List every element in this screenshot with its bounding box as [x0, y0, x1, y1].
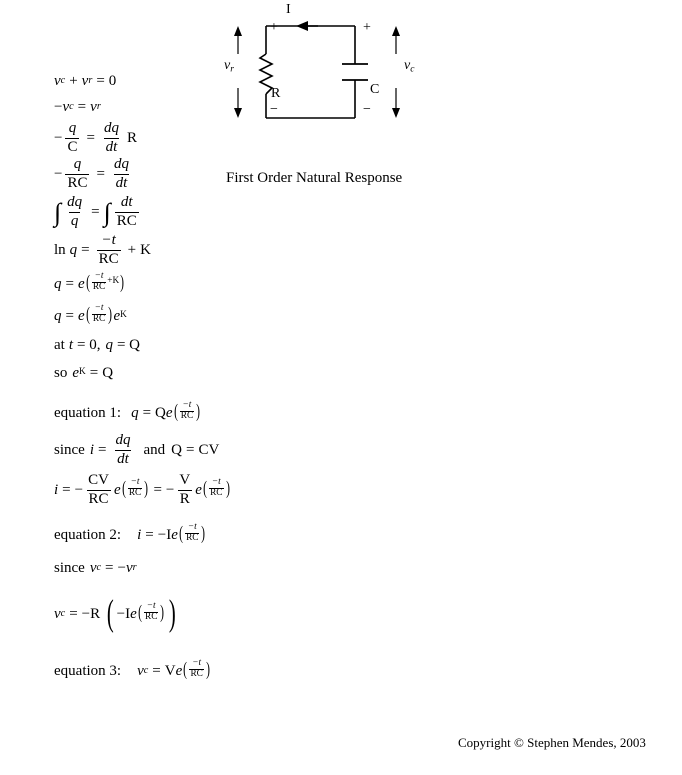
equation-line-5 — [54, 192, 384, 232]
eq7-exponent — [85, 272, 126, 292]
eq11-Q: Q — [155, 404, 166, 421]
eq6-frac — [97, 233, 121, 268]
eq13-equals2: = — [153, 481, 162, 498]
eq13-exponent2 — [202, 478, 231, 498]
eq3-num-right: dq — [103, 119, 119, 136]
eq13-minifrac2 — [209, 478, 223, 498]
eq7-exp-K: K — [112, 276, 120, 287]
eq14-exp-num: −t — [187, 522, 197, 533]
eq2-v2: v — [90, 98, 97, 115]
eq16-minus2: − — [116, 605, 126, 622]
eq14-equals: = — [145, 526, 154, 543]
eq12-equals: = — [98, 441, 107, 458]
equation-line-6 — [54, 232, 384, 268]
eq17-label: equation 3: — [54, 662, 122, 679]
eq10-equals: = — [89, 364, 99, 381]
equation-line-1 — [54, 68, 384, 94]
eq4-den-left: RC — [67, 174, 88, 191]
eq16-sub: c — [60, 607, 66, 619]
eq1-equals: = — [96, 72, 105, 89]
v-c-symbol: v — [404, 58, 411, 73]
equation-line-9 — [54, 332, 384, 358]
eq11-paren-open: ( — [173, 400, 178, 422]
eq14-minus: − — [157, 526, 167, 543]
equation-line-8 — [54, 300, 384, 332]
eq17-v: v — [137, 662, 144, 679]
plus-right-label: + — [363, 20, 371, 35]
equation-line-17 — [54, 652, 384, 690]
eq13-num2: V — [179, 471, 191, 488]
eq1-zero: 0 — [108, 72, 117, 89]
eq11-paren-close: ) — [196, 400, 201, 422]
eq12-Q: Q — [171, 441, 182, 458]
eq13-minus2: − — [165, 481, 175, 498]
eq7-minifrac — [92, 272, 106, 292]
eq16-inner-paren-open: ( — [137, 601, 142, 623]
equation-line-2 — [54, 94, 384, 120]
eq17-paren-close: ) — [206, 658, 210, 680]
eq5-frac-right — [115, 195, 139, 230]
capacitor-label: C — [370, 82, 380, 97]
eq6-equals: = — [81, 241, 90, 258]
eq16-R: R — [90, 605, 101, 622]
eq13-paren-open1: ( — [121, 477, 126, 499]
eq16-exponent — [137, 602, 166, 622]
eq6-K: K — [140, 241, 151, 258]
eq8-e1: e — [77, 307, 85, 324]
eq16-paren-close: ) — [168, 593, 176, 635]
eq7-e: e — [77, 275, 85, 292]
eq11-exp-den: RC — [180, 410, 194, 421]
eq12-frac — [113, 433, 132, 468]
eq12-i: i — [89, 441, 94, 458]
v-r-subscript: r — [230, 64, 234, 75]
eq9-q: q — [105, 336, 113, 353]
eq16-minifrac — [144, 602, 158, 622]
eq3-den-right: dt — [105, 138, 118, 155]
eq13-paren-open2: ( — [203, 477, 207, 499]
eq4-equals: = — [96, 165, 105, 182]
eq16-minus: − — [81, 605, 91, 622]
eq13-den1: RC — [88, 490, 109, 507]
eq11-exp-num: −t — [182, 400, 192, 411]
eq11-exponent — [173, 401, 202, 421]
eq6-plus: + — [127, 241, 137, 258]
eq10-so: so — [54, 364, 68, 381]
eq17-V: V — [164, 662, 176, 679]
eq3-R: R — [126, 129, 137, 146]
equation-line-7 — [54, 268, 384, 300]
eq4-frac-right — [112, 157, 131, 192]
eq17-equals: = — [152, 662, 161, 679]
eq15-equals: = — [105, 559, 114, 576]
eq7-exp-den: RC — [92, 281, 106, 292]
eq13-exp-num1: −t — [130, 477, 140, 488]
eq13-e2: e — [195, 481, 202, 498]
eq1-v2: v — [81, 72, 89, 89]
eq13-paren-close2: ) — [225, 477, 230, 499]
eq13-den2: R — [179, 490, 190, 507]
eq14-paren-close: ) — [201, 522, 206, 544]
eq15-sub2: r — [132, 561, 137, 573]
eq16-e: e — [130, 605, 137, 622]
eq17-exp-den: RC — [190, 668, 203, 679]
eq13-equals: = — [62, 481, 71, 498]
eq11-q: q — [131, 404, 139, 421]
eq13-frac1 — [86, 473, 111, 508]
eq7-q: q — [54, 275, 62, 292]
eq6-q: q — [69, 241, 78, 258]
eq9-at: at — [54, 336, 65, 353]
eq17-e: e — [175, 662, 183, 679]
eq12-since: since — [54, 441, 85, 458]
eq10-K: K — [79, 367, 86, 378]
eq1-sub2: r — [88, 74, 93, 86]
eq7-exp-num: −t — [94, 271, 104, 282]
eq17-paren-open: ( — [183, 658, 188, 680]
eq5-integral-right: ∫ — [103, 197, 111, 227]
eq11-e: e — [165, 404, 173, 421]
eq8-K: K — [120, 310, 127, 321]
eq13-paren-close1: ) — [144, 477, 149, 499]
eq12-den: dt — [117, 450, 129, 467]
eq1-sub1: c — [60, 74, 66, 86]
eq7-equals: = — [65, 275, 74, 292]
eq3-frac-right — [102, 121, 121, 156]
v-c-subscript: c — [410, 64, 415, 75]
eq11-minifrac — [180, 401, 194, 421]
eq5-equals: = — [91, 203, 100, 220]
eq4-den-right: dt — [115, 174, 128, 191]
derivation-block — [54, 68, 384, 690]
eq6-den: RC — [98, 250, 119, 267]
eq8-minifrac — [92, 304, 106, 324]
eq16-paren-open: ( — [106, 593, 114, 635]
eq6-ln: ln — [54, 241, 66, 258]
eq4-frac-left — [65, 157, 89, 192]
eq13-num1: CV — [88, 471, 109, 488]
eq14-paren-open: ( — [179, 522, 183, 544]
eq3-num-left: q — [68, 119, 77, 136]
eq12-CV: CV — [198, 441, 220, 458]
eq5-num-right: dt — [120, 193, 133, 210]
eq16-I: I — [125, 605, 131, 622]
eq13-e1: e — [113, 481, 121, 498]
eq10-Q: Q — [102, 364, 114, 381]
eq13-exp-num2: −t — [211, 477, 221, 488]
eq14-minifrac — [185, 523, 199, 543]
eq14-exponent — [178, 523, 207, 543]
equation-line-15 — [54, 554, 384, 582]
equation-line-4 — [54, 156, 384, 192]
eq5-den-right: RC — [116, 212, 137, 229]
eq15-sub1: c — [96, 561, 102, 573]
eq5-den-left: q — [70, 212, 79, 229]
eq17-exponent — [182, 659, 211, 679]
eq11-equals: = — [142, 404, 152, 421]
current-label: I — [286, 2, 291, 17]
eq2-sub2: r — [96, 100, 101, 112]
v-r-symbol: v — [224, 58, 231, 73]
eq13-i: i — [54, 481, 59, 498]
equation-line-16 — [54, 590, 384, 638]
eq4-num-right: dq — [113, 155, 129, 172]
eq1-v1: v — [54, 72, 61, 89]
eq16-inner-paren-close: ) — [160, 601, 165, 623]
eq12-and: and — [143, 441, 166, 458]
eq17-exp-num: −t — [192, 658, 202, 669]
eq13-frac2 — [177, 473, 192, 508]
eq9-t: t — [68, 336, 73, 353]
eq16-equals: = — [69, 605, 78, 622]
eq4-num-left: q — [73, 155, 82, 172]
eq2-equals: = — [77, 98, 87, 115]
eq12-equals2: = — [185, 441, 195, 458]
eq5-frac-left — [65, 195, 84, 230]
eq6-num: −t — [101, 231, 116, 248]
eq15-v2: v — [125, 559, 133, 576]
eq8-e2: e — [113, 307, 121, 324]
eq1-plus: + — [69, 72, 78, 89]
eq9-eq-Q: = Q — [116, 336, 141, 353]
eq8-exp-den: RC — [92, 313, 106, 324]
equation-line-10 — [54, 358, 384, 388]
eq3-equals: = — [86, 129, 95, 146]
eq17-minifrac — [189, 659, 203, 679]
eq8-paren-close: ) — [108, 303, 113, 325]
eq8-q: q — [54, 307, 62, 324]
eq8-exp-num: −t — [94, 303, 104, 314]
eq13-exp-den1: RC — [128, 487, 142, 498]
eq5-integral-left: ∫ — [54, 197, 62, 227]
resistor-label: R — [271, 86, 281, 101]
eq3-frac-left — [65, 121, 79, 156]
eq12-num: dq — [115, 431, 131, 448]
eq13-minifrac1 — [128, 478, 142, 498]
eq2-minus: − — [54, 98, 63, 115]
copyright-notice: Copyright © Stephen Mendes, 2003 — [458, 735, 646, 750]
eq11-label: equation 1: — [54, 404, 122, 421]
equation-line-14 — [54, 516, 384, 554]
eq14-e: e — [171, 526, 178, 543]
eq15-since: since — [54, 559, 85, 576]
eq7-paren-open: ( — [85, 271, 90, 293]
eq7-paren-close: ) — [120, 271, 125, 293]
equation-line-3 — [54, 120, 384, 156]
equation-line-12 — [54, 432, 384, 468]
equation-line-11 — [54, 394, 384, 432]
eq2-v1: v — [62, 98, 70, 115]
eq14-label: equation 2: — [54, 526, 122, 543]
eq13-exp-den2: RC — [210, 487, 223, 498]
minus-left-label: − — [270, 102, 278, 117]
equation-line-13 — [54, 468, 384, 512]
eq4-minus: − — [54, 165, 63, 182]
eq13-exponent1 — [121, 478, 150, 498]
eq16-v: v — [54, 605, 61, 622]
eq14-i: i — [137, 526, 142, 543]
eq14-I: I — [166, 526, 172, 543]
eq16-exp-den: RC — [145, 611, 158, 622]
eq8-paren-open: ( — [85, 303, 90, 325]
eq2-sub1: c — [69, 100, 74, 112]
eq10-e: e — [72, 364, 80, 381]
diagram-caption: First Order Natural Response — [226, 170, 403, 186]
eq14-exp-den: RC — [186, 532, 199, 543]
minus-right-label: − — [363, 102, 371, 117]
v-c-label — [404, 58, 414, 75]
eq7-exp-plus: + — [107, 276, 113, 287]
eq15-v1: v — [89, 559, 97, 576]
eq16-exp-num: −t — [146, 601, 156, 612]
eq8-equals: = — [65, 307, 74, 324]
eq17-sub: c — [143, 664, 149, 676]
eq3-den-left: C — [67, 138, 78, 155]
eq15-minus: − — [117, 559, 126, 576]
eq13-minus: − — [74, 481, 84, 498]
eq8-exponent — [85, 304, 114, 324]
eq5-num-left: dq — [67, 193, 83, 210]
eq9-eq-zero: = 0, — [77, 336, 101, 353]
eq3-minus: − — [54, 129, 63, 146]
plus-left-label: + — [270, 20, 278, 35]
